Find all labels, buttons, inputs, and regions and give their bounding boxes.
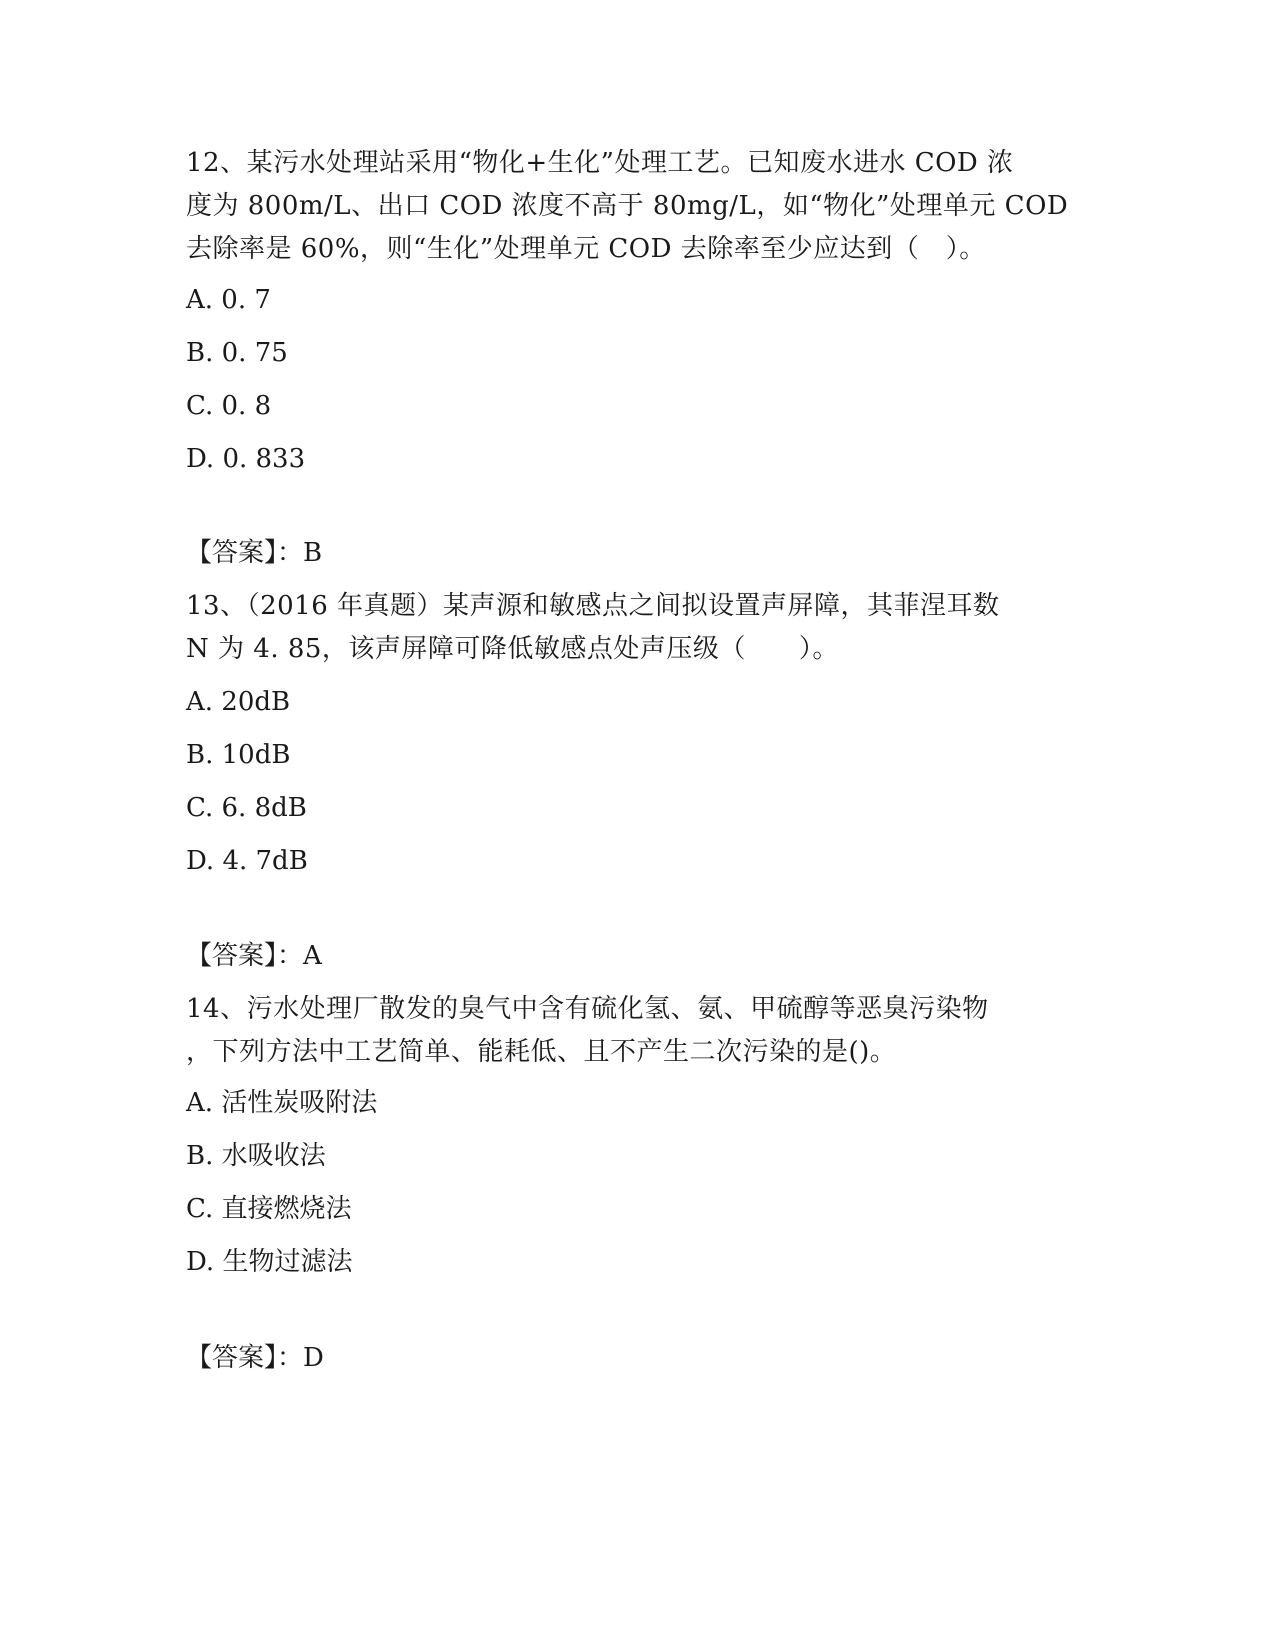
question-12-line-3: 去除率是 60%，则“生化”处理单元 COD 去除率至少应达到（ ）。 [186,234,986,264]
question-14-option-c: C. 直接燃烧法 [186,1194,352,1224]
question-14-answer: 【答案】：D [186,1343,324,1373]
question-13-option-d: D. 4. 7dB [186,846,308,876]
question-14-option-b: B. 水吸收法 [186,1141,326,1171]
question-12-option-d: D. 0. 833 [186,444,306,474]
question-14-option-a: A. 活性炭吸附法 [186,1088,378,1118]
question-13-option-b: B. 10dB [186,740,291,770]
question-13-line-1: 13、（2016 年真题）某声源和敏感点之间拟设置声屏障，其菲涅耳数 [186,591,1000,621]
question-14-option-d: D. 生物过滤法 [186,1247,353,1277]
question-12-answer: 【答案】：B [186,538,323,568]
question-12-option-b: B. 0. 75 [186,338,288,368]
question-13-option-c: C. 6. 8dB [186,793,307,823]
question-12-option-c: C. 0. 8 [186,391,272,421]
question-13-option-a: A. 20dB [186,687,291,717]
question-13-answer: 【答案】：A [186,941,322,971]
question-13-line-2: N 为 4. 85，该声屏障可降低敏感点处声压级（ ）。 [186,634,839,664]
question-12-line-2: 度为 800m/L、出口 COD 浓度不高于 80mg/L，如“物化”处理单元 COD [186,191,1069,221]
question-12-option-a: A. 0. 7 [186,285,271,315]
question-12-line-1: 12、某污水处理站采用“物化+生化”处理工艺。已知废水进水 COD 浓 [186,148,1014,178]
question-14-line-2: ，下列方法中工艺简单、能耗低、且不产生二次污染的是()。 [186,1037,897,1067]
question-14-line-1: 14、污水处理厂散发的臭气中含有硫化氢、氨、甲硫醇等恶臭污染物 [186,994,989,1024]
